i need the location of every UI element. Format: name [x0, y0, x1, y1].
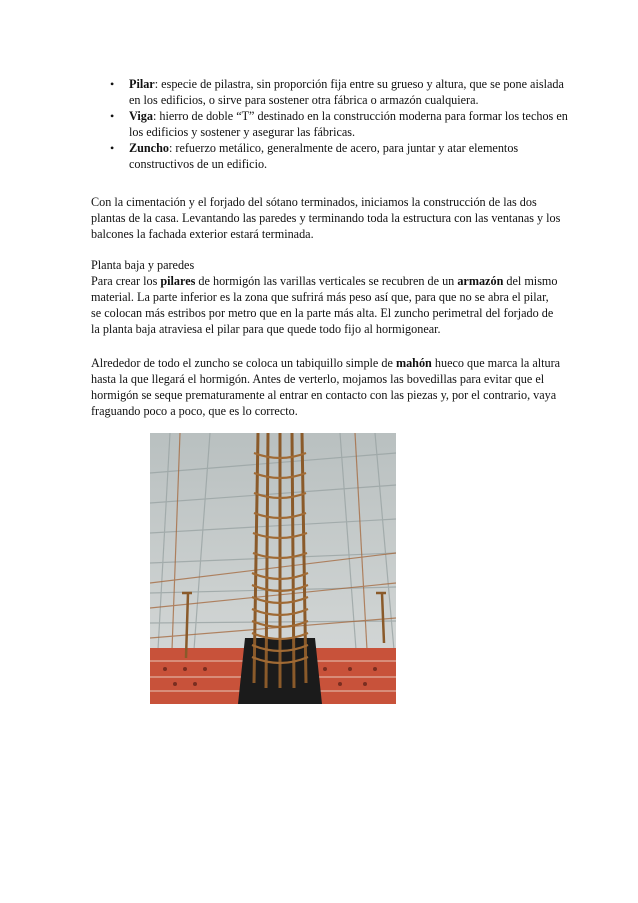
- definition-pilar: : especie de pilastra, sin proporción fija entre su grueso y altura, que se pone aislada en los edificios, o sirve para sostener otra fábrica o armazón cualquiera.: [129, 77, 564, 107]
- rebar-pillar-photo: [150, 433, 396, 704]
- bullet-icon: •: [110, 77, 115, 91]
- photo-illustration: [150, 433, 396, 704]
- bold-mahon: mahón: [395, 356, 432, 370]
- text-run: hueco que marca la altura hasta la que llegará el hormigón. Antes de verterlo, mojamos las bovedillas para evitar que el hormigón se seque prematuramente al entrar en contacto con las piezas y, por el contrario, vaya fraguando poco a poco, que es lo correcto.: [91, 356, 561, 418]
- list-item-viga: [108, 108, 568, 140]
- text-run: Para crear los: [91, 274, 161, 288]
- bold-armazon: armazón: [457, 274, 504, 288]
- paragraph-zuncho: [91, 355, 561, 419]
- bold-pilares: pilares: [160, 274, 196, 288]
- text-run: del mismo material. La parte inferior es la zona que sufrirá más peso así que, para que no se abra el pilar, se colocan más estribos por metro que en la parte más alta. El zuncho perimetral del forjado de la planta baja atraviesa el pilar para que quede todo fijo al hormigonear.: [91, 274, 558, 336]
- paragraph-planta-baja: [91, 257, 561, 337]
- definition-viga: : hierro de doble “T” destinado en la construcción moderna para formar los techos en los edificios y sostener y asegurar las fábricas.: [129, 109, 568, 139]
- definition-zuncho: : refuerzo metálico, generalmente de acero, para juntar y atar elementos constructivos de un edificio.: [129, 141, 519, 171]
- term-pilar: Pilar: [129, 77, 155, 91]
- list-item-zuncho: [108, 140, 568, 172]
- term-zuncho: Zuncho: [129, 141, 169, 155]
- bullet-icon: •: [110, 109, 115, 123]
- list-item-pilar: [108, 76, 568, 108]
- definitions-list: [108, 76, 568, 172]
- section-heading: Planta baja y paredes: [91, 258, 195, 272]
- term-viga: Viga: [129, 109, 153, 123]
- text-run: Alrededor de todo el zuncho se coloca un tabiquillo simple de: [91, 356, 396, 370]
- text-run: de hormigón las varillas verticales se recubren de un: [195, 274, 458, 288]
- paragraph-intro: Con la cimentación y el forjado del sótano terminados, iniciamos la construcción de las dos plantas de la casa. Levantando las paredes y terminando toda la estructura con las ventanas y los balcones la fachada exterior estará terminada.: [91, 195, 561, 241]
- bullet-icon: •: [110, 141, 115, 155]
